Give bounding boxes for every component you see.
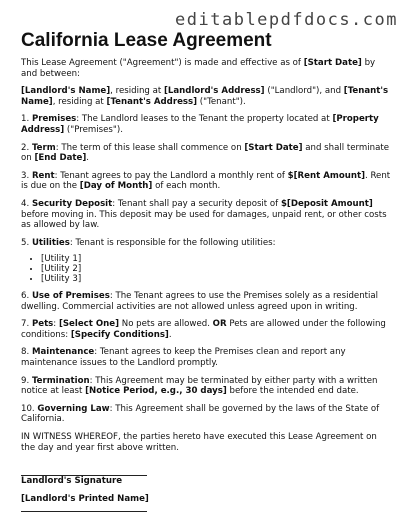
section-utilities: 5. Utilities: Tenant is responsible for the following utilities: — [21, 237, 276, 248]
printed-name-placeholder: [Landlord's Printed Name] — [21, 493, 149, 504]
section-use-of-premises: 6. Use of Premises: The Tenant agrees to use the Premises solely as a residential dwelling. Commercial activities are not allowed unless agreed upon in writing. — [21, 291, 379, 312]
document-body — [21, 58, 393, 512]
section-term: 2. Term: The term of this lease shall commence on [Start Date] and shall terminate on [End Date]. — [21, 142, 390, 164]
signature-line[interactable] — [21, 511, 147, 512]
section-premises: 1. Premises: The Landlord leases to the Tenant the property located at [Property Address] ("Premises"). — [21, 114, 379, 135]
list-item: • [Utility 2] — [41, 265, 393, 275]
section-governing-law: 10. Governing Law: This Agreement shall be governed by the laws of the State of California. — [21, 403, 380, 425]
section-termination: 9. Termination: This Agreement may be terminated by either party with a written notice at least [Notice Period, e.g., 30 days] before the intended end date. — [21, 375, 378, 397]
document-title: California Lease Agreement — [21, 30, 272, 51]
list-item: • [Utility 3] — [41, 275, 393, 285]
witness-paragraph: IN WITNESS WHEREOF, the parties hereto have executed this Lease Agreement on the day and year first above written. — [21, 432, 377, 453]
list-item: • [Utility 1] — [41, 255, 393, 265]
parties-paragraph: [Landlord's Name], residing at [Landlord's Address] ("Landlord"), and [Tenant's Name], residing at [Tenant's Address] ("Tenant"). — [21, 86, 389, 107]
utilities-list — [21, 255, 393, 284]
section-pets: 7. Pets: [Select One] No pets are allowed. OR Pets are allowed under the following conditions: [Specify Conditions]. — [21, 319, 386, 340]
signature-block — [21, 475, 393, 512]
section-maintenance: 8. Maintenance: Tenant agrees to keep the Premises clean and report any maintenance issues to the Landlord promptly. — [21, 347, 346, 369]
section-rent: 3. Rent: Tenant agrees to pay the Landlord a monthly rent of $[Rent Amount]. Rent is due on the [Day of Month] of each month. — [21, 170, 391, 192]
signature-label: Landlord's Signature — [21, 476, 123, 487]
intro-paragraph: This Lease Agreement ("Agreement") is made and effective as of [Start Date] by and between: — [21, 58, 376, 79]
section-security-deposit: 4. Security Deposit: Tenant shall pay a security deposit of $[Deposit Amount] before moving in. This deposit may be used for damages, unpaid rent, or other costs as allowed by law. — [21, 198, 387, 231]
watermark: editablepdfdocs.com — [175, 10, 398, 30]
